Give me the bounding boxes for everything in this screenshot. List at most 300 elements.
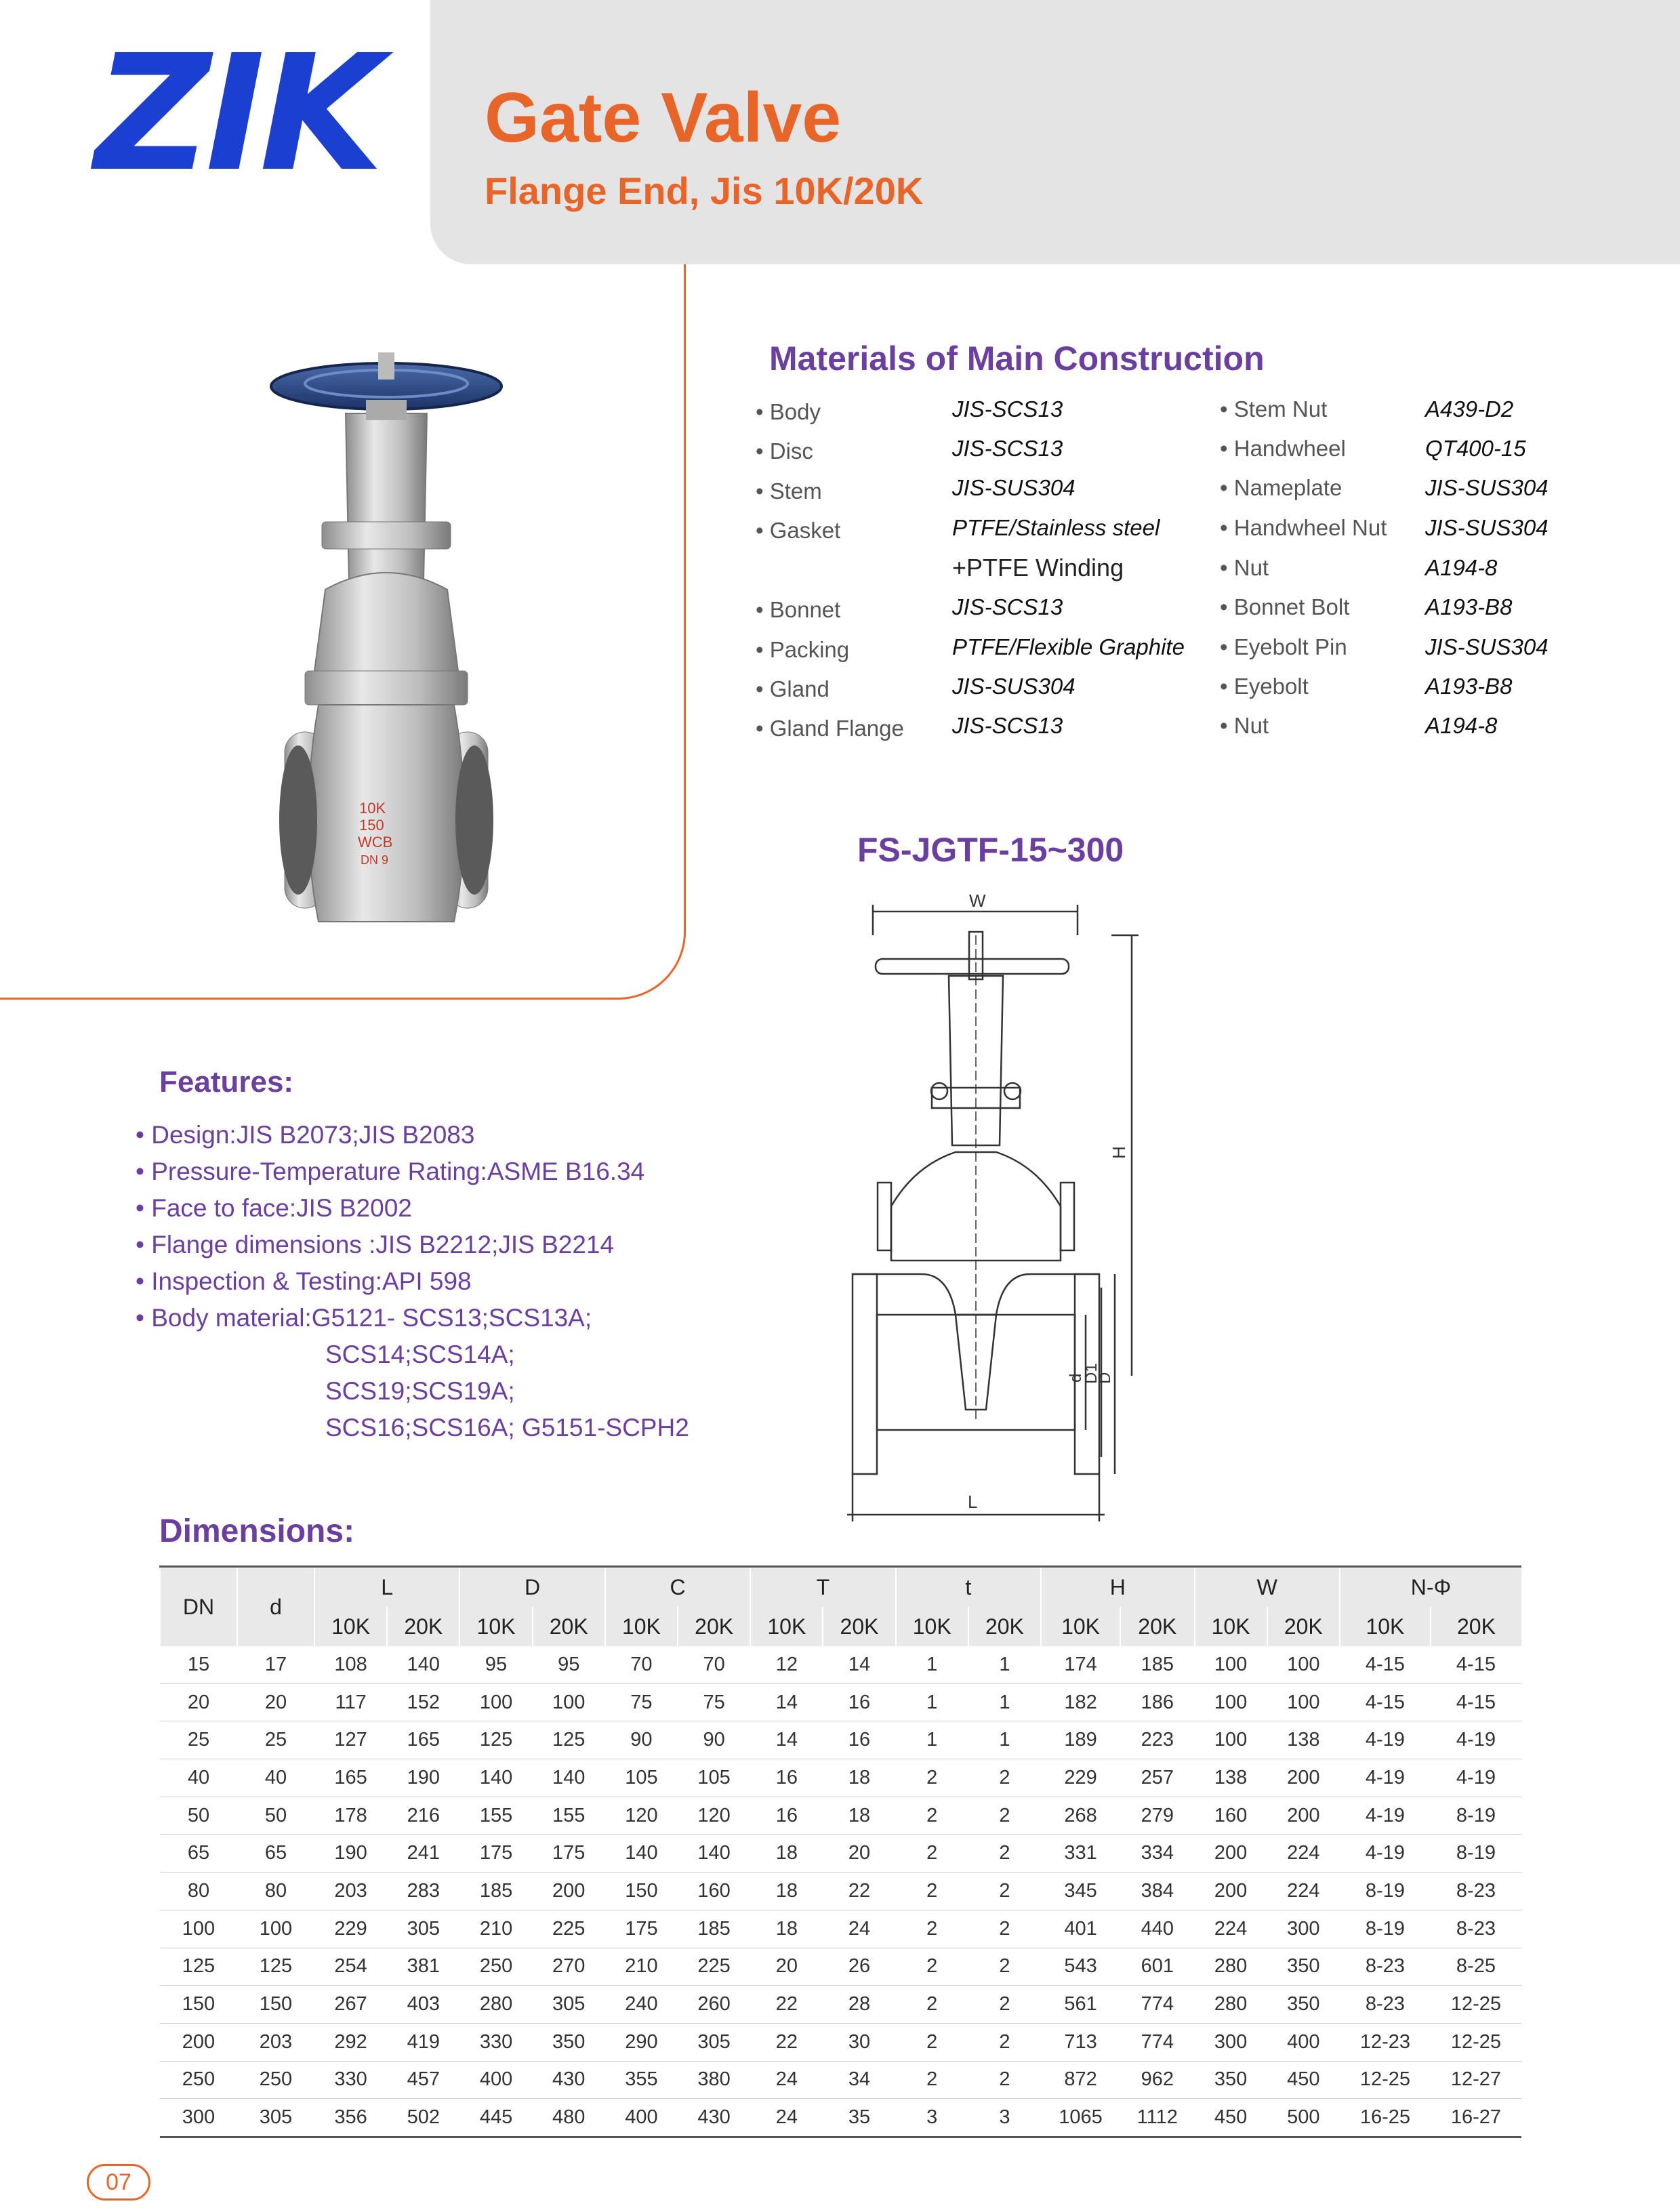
table-cell: 100: [160, 1910, 237, 1948]
table-cell: 280: [459, 1986, 532, 2024]
table-cell: 140: [533, 1759, 605, 1797]
table-cell: 1: [968, 1683, 1041, 1721]
table-cell: 26: [823, 1948, 895, 1986]
table-cell: 189: [1041, 1721, 1120, 1759]
table-cell: 200: [1267, 1797, 1340, 1835]
table-cell: 4-19: [1340, 1721, 1431, 1759]
table-cell: 4-15: [1340, 1683, 1431, 1721]
table-cell: 75: [678, 1683, 750, 1721]
table-cell: 22: [750, 2023, 823, 2061]
table-row: [160, 2061, 1521, 2099]
table-cell: 292: [314, 2023, 387, 2061]
table-cell: 100: [533, 1683, 605, 1721]
table-cell: 127: [314, 1721, 387, 1759]
model-number: FS-JGTF-15~300: [857, 831, 1124, 869]
table-cell: 305: [387, 1910, 459, 1948]
table-cell: 65: [237, 1835, 314, 1873]
material-row: • Gland: [756, 676, 829, 701]
table-row: [160, 1910, 1521, 1948]
material-value-cont: +PTFE Winding: [952, 554, 1124, 581]
table-cell: 1: [896, 1721, 968, 1759]
table-cell: 155: [459, 1797, 532, 1835]
group-header: D: [459, 1567, 605, 1608]
table-cell: 962: [1120, 2061, 1194, 2099]
material-value: JIS-SUS304: [952, 475, 1075, 500]
table-cell: 105: [605, 1759, 678, 1797]
table-cell: 305: [237, 2099, 314, 2137]
table-cell: 50: [160, 1797, 237, 1835]
subheader-cell: 20K: [387, 1607, 459, 1646]
table-cell: 12-25: [1431, 2023, 1521, 2061]
table-cell: 70: [678, 1646, 750, 1683]
materials-heading: Materials of Main Construction: [769, 340, 1265, 377]
table-cell: 14: [823, 1646, 895, 1683]
table-cell: 290: [605, 2023, 678, 2061]
subheader-cell: 20K: [968, 1607, 1041, 1646]
subheader-cell: 20K: [823, 1607, 895, 1646]
table-cell: 203: [237, 2023, 314, 2061]
table-cell: 18: [823, 1759, 895, 1797]
material-value: JIS-SUS304: [952, 674, 1075, 699]
table-cell: 2: [896, 1910, 968, 1948]
table-cell: 2: [968, 1873, 1041, 1910]
table-cell: 4-19: [1340, 1835, 1431, 1873]
table-cell: 14: [750, 1683, 823, 1721]
subheader-cell: 10K: [605, 1607, 678, 1646]
table-cell: 16-25: [1340, 2099, 1431, 2137]
table-cell: 150: [237, 1986, 314, 2024]
table-cell: 34: [823, 2061, 895, 2099]
table-cell: 20: [823, 1835, 895, 1873]
table-cell: 12-23: [1340, 2023, 1431, 2061]
table-row: [160, 1986, 1521, 2024]
material-row: • Eyebolt Pin: [1220, 634, 1347, 659]
table-row: [160, 2099, 1521, 2137]
table-cell: 224: [1195, 1910, 1267, 1948]
table-cell: 2: [896, 1948, 968, 1986]
dim-label-d1: D1: [1082, 1363, 1101, 1384]
dim-label-d-outer: D: [1096, 1372, 1114, 1384]
table-cell: 185: [1120, 1646, 1194, 1683]
table-cell: 125: [237, 1948, 314, 1986]
subheader-cell: 20K: [678, 1607, 750, 1646]
table-cell: 20: [160, 1683, 237, 1721]
table-cell: 160: [1195, 1797, 1267, 1835]
material-value: A193-B8: [1425, 674, 1513, 699]
table-cell: 20: [237, 1683, 314, 1721]
table-cell: 105: [678, 1759, 750, 1797]
table-cell: 240: [605, 1986, 678, 2024]
table-cell: 480: [533, 2099, 605, 2137]
table-cell: 250: [459, 1948, 532, 1986]
table-cell: 355: [605, 2061, 678, 2099]
table-cell: 229: [314, 1910, 387, 1948]
table-cell: 16: [750, 1797, 823, 1835]
material-value: A193-B8: [1425, 594, 1513, 619]
table-cell: 90: [605, 1721, 678, 1759]
subheader-cell: 10K: [750, 1607, 823, 1646]
subheader-cell: 20K: [1267, 1607, 1340, 1646]
material-value: JIS-SUS304: [1425, 515, 1549, 540]
material-row: • Eyebolt: [1220, 674, 1309, 699]
table-cell: 8-23: [1340, 1948, 1431, 1986]
table-cell: 12: [750, 1646, 823, 1683]
table-cell: 401: [1041, 1910, 1120, 1948]
table-cell: 12-27: [1431, 2061, 1521, 2099]
table-cell: 22: [750, 1986, 823, 2024]
table-cell: 90: [678, 1721, 750, 1759]
table-cell: 8-23: [1431, 1873, 1521, 1910]
col-dn-header: DN: [160, 1567, 237, 1647]
table-cell: 381: [387, 1948, 459, 1986]
material-value: A194-8: [1425, 555, 1498, 580]
table-cell: 4-19: [1340, 1759, 1431, 1797]
features-heading: Features:: [159, 1065, 294, 1099]
table-cell: 100: [1267, 1683, 1340, 1721]
material-value: A439-D2: [1425, 396, 1514, 422]
table-cell: 268: [1041, 1797, 1120, 1835]
table-cell: 2: [968, 1759, 1041, 1797]
feature-continuation: SCS14;SCS14A;: [325, 1341, 515, 1368]
table-cell: 155: [533, 1797, 605, 1835]
table-cell: 17: [237, 1646, 314, 1683]
table-cell: 30: [823, 2023, 895, 2061]
table-cell: 561: [1041, 1986, 1120, 2024]
material-row: • Handwheel: [1220, 436, 1346, 461]
table-cell: 8-19: [1340, 1873, 1431, 1910]
material-value: A194-8: [1425, 713, 1498, 738]
table-cell: 12-25: [1340, 2061, 1431, 2099]
table-cell: 224: [1267, 1835, 1340, 1873]
table-cell: 279: [1120, 1797, 1194, 1835]
table-cell: 100: [1267, 1646, 1340, 1683]
table-cell: 108: [314, 1646, 387, 1683]
table-cell: 100: [1195, 1721, 1267, 1759]
table-cell: 1065: [1041, 2099, 1120, 2137]
table-cell: 283: [387, 1873, 459, 1910]
table-cell: 18: [750, 1910, 823, 1948]
valve-technical-drawing: [840, 881, 1206, 1532]
table-cell: 4-19: [1431, 1759, 1521, 1797]
table-cell: 430: [678, 2099, 750, 2137]
table-cell: 1: [896, 1683, 968, 1721]
table-cell: 186: [1120, 1683, 1194, 1721]
table-cell: 260: [678, 1986, 750, 2024]
table-cell: 8-19: [1431, 1835, 1521, 1873]
subheader-cell: 10K: [1195, 1607, 1267, 1646]
table-cell: 174: [1041, 1646, 1120, 1683]
table-cell: 95: [459, 1646, 532, 1683]
material-row: • Bonnet: [756, 597, 841, 622]
subheader-cell: 10K: [459, 1607, 532, 1646]
table-cell: 140: [678, 1835, 750, 1873]
subheader-cell: 10K: [1340, 1607, 1431, 1646]
marking-line: DN 9: [361, 853, 389, 867]
table-cell: 450: [1195, 2099, 1267, 2137]
table-cell: 14: [750, 1721, 823, 1759]
table-cell: 4-15: [1431, 1683, 1521, 1721]
table-cell: 125: [160, 1948, 237, 1986]
table-cell: 280: [1195, 1986, 1267, 2024]
table-row: [160, 1835, 1521, 1873]
table-cell: 150: [605, 1873, 678, 1910]
subheader-cell: 20K: [1120, 1607, 1194, 1646]
table-cell: 75: [605, 1683, 678, 1721]
table-cell: 457: [387, 2061, 459, 2099]
table-cell: 15: [160, 1646, 237, 1683]
table-cell: 4-19: [1431, 1721, 1521, 1759]
table-cell: 200: [1195, 1835, 1267, 1873]
material-row: • Gland Flange: [756, 716, 904, 741]
col-d-header: d: [237, 1567, 314, 1647]
table-cell: 4-15: [1340, 1646, 1431, 1683]
table-cell: 182: [1041, 1683, 1120, 1721]
table-cell: 1: [896, 1646, 968, 1683]
material-value: JIS-SUS304: [1425, 475, 1549, 500]
table-cell: 8-23: [1431, 1910, 1521, 1948]
table-cell: 267: [314, 1986, 387, 2024]
table-row: [160, 2023, 1521, 2061]
page-number: 07: [87, 2164, 150, 2201]
table-cell: 225: [678, 1948, 750, 1986]
marking-line: WCB: [358, 834, 393, 851]
table-cell: 175: [459, 1835, 532, 1873]
table-cell: 40: [160, 1759, 237, 1797]
table-cell: 2: [896, 2023, 968, 2061]
table-cell: 20: [750, 1948, 823, 1986]
table-cell: 350: [1195, 2061, 1267, 2099]
table-cell: 2: [896, 1797, 968, 1835]
table-cell: 22: [823, 1873, 895, 1910]
table-cell: 3: [896, 2099, 968, 2137]
subheader-cell: 20K: [533, 1607, 605, 1646]
table-cell: 210: [459, 1910, 532, 1948]
table-cell: 12-25: [1431, 1986, 1521, 2024]
table-row: [160, 1797, 1521, 1835]
dimensions-heading: Dimensions:: [159, 1513, 355, 1549]
table-cell: 200: [160, 2023, 237, 2061]
table-cell: 345: [1041, 1873, 1120, 1910]
table-cell: 1: [968, 1721, 1041, 1759]
table-row: [160, 1683, 1521, 1721]
table-cell: 350: [1267, 1948, 1340, 1986]
table-cell: 160: [678, 1873, 750, 1910]
table-row: [160, 1646, 1521, 1683]
table-cell: 18: [750, 1873, 823, 1910]
table-cell: 4-15: [1431, 1646, 1521, 1683]
table-cell: 300: [160, 2099, 237, 2137]
table-cell: 300: [1267, 1910, 1340, 1948]
table-cell: 8-19: [1431, 1797, 1521, 1835]
table-cell: 178: [314, 1797, 387, 1835]
table-cell: 334: [1120, 1835, 1194, 1873]
table-cell: 2: [896, 1835, 968, 1873]
material-value: PTFE/Flexible Graphite: [952, 634, 1185, 659]
table-cell: 200: [1267, 1759, 1340, 1797]
subheader-cell: 10K: [1041, 1607, 1120, 1646]
feature-continuation: SCS16;SCS16A; G5151-SCPH2: [325, 1414, 689, 1441]
group-header: L: [314, 1567, 459, 1608]
dim-label-w: W: [969, 891, 986, 911]
marking-line: 150: [359, 817, 384, 834]
material-row: • Stem Nut: [1220, 396, 1328, 422]
table-cell: 223: [1120, 1721, 1194, 1759]
table-cell: 165: [314, 1759, 387, 1797]
table-cell: 380: [678, 2061, 750, 2099]
table-cell: 400: [459, 2061, 532, 2099]
feature-continuation: SCS19;SCS19A;: [325, 1377, 515, 1405]
table-cell: 403: [387, 1986, 459, 2024]
table-cell: 25: [237, 1721, 314, 1759]
table-cell: 1: [968, 1646, 1041, 1683]
table-cell: 50: [237, 1797, 314, 1835]
table-cell: 100: [1195, 1683, 1267, 1721]
table-cell: 28: [823, 1986, 895, 2024]
table-cell: 331: [1041, 1835, 1120, 1873]
table-cell: 140: [605, 1835, 678, 1873]
table-cell: 200: [1195, 1873, 1267, 1910]
table-cell: 300: [1195, 2023, 1267, 2061]
table-cell: 270: [533, 1948, 605, 1986]
table-cell: 203: [314, 1873, 387, 1910]
table-cell: 2: [968, 2061, 1041, 2099]
material-value: JIS-SCS13: [952, 436, 1063, 461]
table-cell: 1112: [1120, 2099, 1194, 2137]
table-cell: 2: [968, 1797, 1041, 1835]
gate-valve-photo: [258, 352, 515, 935]
table-row: [160, 1721, 1521, 1759]
table-cell: 2: [968, 2023, 1041, 2061]
feature-item: • Inspection & Testing:API 598: [136, 1267, 472, 1295]
material-row: • Stem: [756, 478, 822, 504]
table-cell: 210: [605, 1948, 678, 1986]
table-cell: 165: [387, 1721, 459, 1759]
table-cell: 216: [387, 1797, 459, 1835]
table-cell: 190: [314, 1835, 387, 1873]
dim-label-l: L: [968, 1492, 978, 1512]
table-cell: 100: [459, 1683, 532, 1721]
subheader-row: [160, 1607, 1521, 1646]
table-cell: 502: [387, 2099, 459, 2137]
table-cell: 250: [237, 2061, 314, 2099]
group-header: t: [896, 1567, 1041, 1608]
group-header: T: [750, 1567, 895, 1608]
table-cell: 305: [533, 1986, 605, 2024]
table-cell: 2: [896, 1759, 968, 1797]
page-subtitle: Flange End, Jis 10K/20K: [485, 169, 924, 212]
feature-item: • Pressure-Temperature Rating:ASME B16.34: [136, 1158, 645, 1185]
table-cell: 330: [459, 2023, 532, 2061]
material-row: • Nut: [1220, 555, 1269, 580]
table-cell: 24: [750, 2061, 823, 2099]
table-cell: 400: [605, 2099, 678, 2137]
table-row: [160, 1873, 1521, 1910]
table-cell: 35: [823, 2099, 895, 2137]
table-cell: 2: [896, 1873, 968, 1910]
table-cell: 8-23: [1340, 1986, 1431, 2024]
table-cell: 224: [1267, 1873, 1340, 1910]
table-cell: 2: [896, 1986, 968, 2024]
subheader-cell: 20K: [1431, 1607, 1521, 1646]
table-cell: 400: [1267, 2023, 1340, 2061]
table-cell: 8-25: [1431, 1948, 1521, 1986]
table-cell: 450: [1267, 2061, 1340, 2099]
table-cell: 774: [1120, 1986, 1194, 2024]
table-cell: 185: [459, 1873, 532, 1910]
feature-item: • Flange dimensions :JIS B2212;JIS B2214: [136, 1231, 615, 1259]
table-cell: 18: [823, 1797, 895, 1835]
table-cell: 150: [160, 1986, 237, 2024]
table-cell: 8-19: [1340, 1910, 1431, 1948]
table-cell: 100: [237, 1910, 314, 1948]
material-value: JIS-SUS304: [1425, 634, 1549, 659]
brand-logo: ZIK: [95, 20, 378, 207]
group-header: W: [1195, 1567, 1340, 1608]
table-cell: 229: [1041, 1759, 1120, 1797]
table-cell: 117: [314, 1683, 387, 1721]
feature-item: • Design:JIS B2073;JIS B2083: [136, 1121, 475, 1149]
table-cell: 2: [968, 1910, 1041, 1948]
table-cell: 445: [459, 2099, 532, 2137]
table-cell: 100: [1195, 1646, 1267, 1683]
dimensions-table: [159, 1566, 1521, 2138]
table-cell: 65: [160, 1835, 237, 1873]
table-cell: 713: [1041, 2023, 1120, 2061]
table-cell: 2: [896, 2061, 968, 2099]
table-cell: 4-19: [1340, 1797, 1431, 1835]
table-cell: 125: [533, 1721, 605, 1759]
table-cell: 138: [1195, 1759, 1267, 1797]
table-cell: 3: [968, 2099, 1041, 2137]
table-cell: 25: [160, 1721, 237, 1759]
table-cell: 250: [160, 2061, 237, 2099]
table-cell: 80: [160, 1873, 237, 1910]
table-cell: 254: [314, 1948, 387, 1986]
material-value: PTFE/Stainless steel: [952, 515, 1160, 540]
table-cell: 543: [1041, 1948, 1120, 1986]
table-cell: 356: [314, 2099, 387, 2137]
table-cell: 330: [314, 2061, 387, 2099]
table-cell: 95: [533, 1646, 605, 1683]
marking-line: 10K: [359, 800, 386, 817]
table-cell: 350: [533, 2023, 605, 2061]
table-cell: 419: [387, 2023, 459, 2061]
material-value: JIS-SCS13: [952, 594, 1063, 619]
material-row: • Bonnet Bolt: [1220, 594, 1350, 619]
material-row: • Body: [756, 399, 821, 424]
dim-label-h: H: [1109, 1146, 1129, 1159]
table-cell: 140: [387, 1646, 459, 1683]
features-list: [136, 1117, 689, 1446]
material-row: • Disc: [756, 438, 813, 464]
material-value: JIS-SCS13: [952, 396, 1063, 422]
group-header: C: [605, 1567, 750, 1608]
table-cell: 120: [605, 1797, 678, 1835]
table-cell: 16-27: [1431, 2099, 1521, 2137]
material-row: • Handwheel Nut: [1220, 515, 1387, 540]
table-cell: 140: [459, 1759, 532, 1797]
table-cell: 125: [459, 1721, 532, 1759]
table-cell: 24: [823, 1910, 895, 1948]
table-cell: 200: [533, 1873, 605, 1910]
table-cell: 138: [1267, 1721, 1340, 1759]
table-cell: 24: [750, 2099, 823, 2137]
table-cell: 257: [1120, 1759, 1194, 1797]
group-header: N-Φ: [1340, 1567, 1521, 1608]
table-cell: 120: [678, 1797, 750, 1835]
material-row: • Nut: [1220, 713, 1269, 738]
subheader-cell: 10K: [314, 1607, 387, 1646]
